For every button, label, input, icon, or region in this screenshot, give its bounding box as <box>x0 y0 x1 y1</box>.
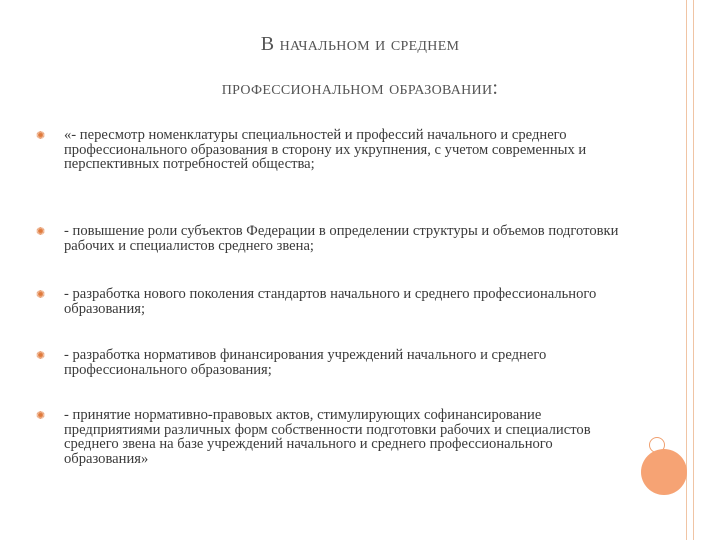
sun-bullet-icon: ✺ <box>36 349 46 362</box>
bullet-text: - повышение роли субъектов Федерации в определении структуры и объемов подготовки рабочих и специалистов среднего звена; <box>64 223 619 254</box>
title-line-2: профессиональном образовании: <box>221 77 499 99</box>
bullet-text: - разработка нормативов финансирования учреждений начального и среднего профессионального образования; <box>64 347 547 378</box>
sun-bullet-icon: ✺ <box>36 288 46 301</box>
bullet-text: «- пересмотр номенклатуры специальностей и профессий начального и среднего профессионального образования в сторону их укрупнения, с учетом современных и перспективных потребностей общества; <box>64 127 587 172</box>
decorative-large-circle <box>641 449 687 495</box>
slide-title <box>60 22 660 110</box>
bullet-text: - принятие нормативно-правовых актов, стимулирующих софинансирование предприятиями различных форм собственности подготовки рабочих и специалистов среднего звена на базе учреждений начального и среднего профессионального образования» <box>64 407 591 467</box>
title-line-1: В начальном и среднем <box>260 33 460 55</box>
bullet-text: - разработка нового поколения стандартов начального и среднего профессионального образования; <box>64 286 597 317</box>
sun-bullet-icon: ✺ <box>36 409 46 422</box>
sun-bullet-icon: ✺ <box>36 225 46 238</box>
decorative-right-bar <box>686 0 694 540</box>
sun-bullet-icon: ✺ <box>36 129 46 142</box>
